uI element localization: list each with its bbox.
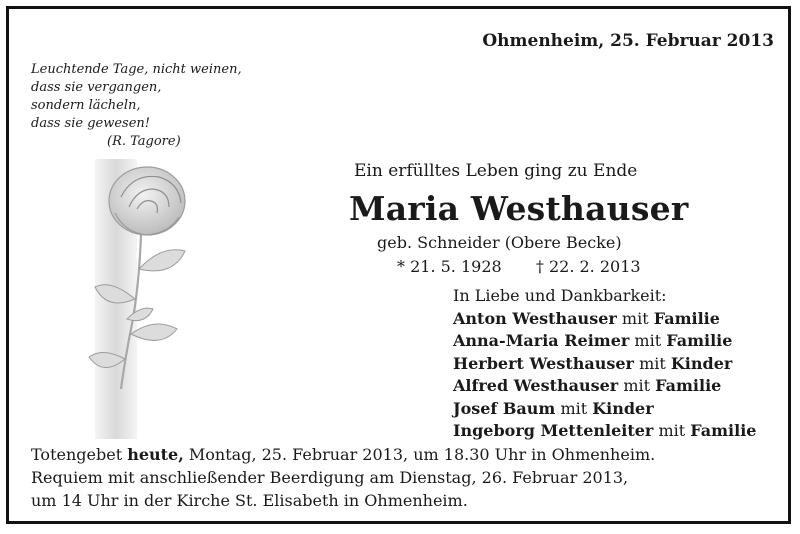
death-date: † 22. 2. 2013 <box>535 257 641 276</box>
quote-line: sondern lächeln, <box>31 98 141 113</box>
mourner-relation: Familie <box>653 308 720 328</box>
mourner-joiner: mit <box>560 398 588 418</box>
birth-date: * 21. 5. 1928 <box>397 257 502 276</box>
mourner-relation: Kinder <box>670 353 733 373</box>
mourner-line <box>453 330 756 353</box>
mourner-line <box>453 398 756 421</box>
mourners-intro: In Liebe und Dankbarkeit: <box>453 286 667 305</box>
mourner-line <box>453 308 756 331</box>
subtitle: Ein erfülltes Leben ging zu Ende <box>354 161 638 181</box>
maiden-name: geb. Schneider (Obere Becke) <box>377 233 622 252</box>
mourner-name: Anton Westhauser <box>453 308 617 328</box>
mourner-relation: Familie <box>666 331 733 350</box>
obituary-notice <box>6 6 791 524</box>
mourner-relation: Familie <box>655 376 722 395</box>
requiem-line: Requiem mit anschließender Beerdigung am Dienstag, 26. Februar 2013, <box>31 468 629 487</box>
quote-author: (R. Tagore) <box>107 134 181 149</box>
burial-line: um 14 Uhr in der Kirche St. Elisabeth in Ohmenheim. <box>31 491 468 510</box>
prayer-line <box>31 443 655 466</box>
rose-flower <box>109 167 185 235</box>
mourner-name: Alfred Westhauser <box>453 376 619 395</box>
mourners-block <box>453 285 756 443</box>
prayer-today: heute, <box>127 445 184 464</box>
mourner-joiner: mit <box>634 331 662 350</box>
mourner-joiner: mit <box>658 421 686 440</box>
quote-line: dass sie vergangen, <box>31 80 162 95</box>
mourner-relation: Kinder <box>592 398 654 418</box>
quote-line: dass sie gewesen! <box>31 116 150 131</box>
quote-line: Leuchtende Tage, nicht weinen, <box>31 62 242 77</box>
mourner-name: Ingeborg Mettenleiter <box>453 421 654 440</box>
life-dates <box>397 257 641 276</box>
service-details <box>31 443 655 512</box>
mourner-name: Herbert Westhauser <box>453 353 634 373</box>
mourner-joiner: mit <box>623 376 651 395</box>
mourner-name: Josef Baum <box>453 398 556 418</box>
quote-block <box>31 61 242 151</box>
deceased-name: Maria Westhauser <box>349 189 689 228</box>
mourner-joiner: mit <box>639 353 666 373</box>
mourner-relation: Familie <box>690 421 757 440</box>
mourner-joiner: mit <box>621 308 649 328</box>
mourner-line <box>453 420 756 443</box>
prayer-details: Montag, 25. Februar 2013, um 18.30 Uhr in Ohmenheim. <box>188 445 656 464</box>
mourner-line <box>453 353 756 376</box>
mourner-line <box>453 375 756 398</box>
rose-icon <box>81 159 221 439</box>
prayer-label: Totengebet <box>31 445 123 464</box>
mourner-name: Anna-Maria Reimer <box>453 331 630 350</box>
place-date: Ohmenheim, 25. Februar 2013 <box>482 31 774 51</box>
